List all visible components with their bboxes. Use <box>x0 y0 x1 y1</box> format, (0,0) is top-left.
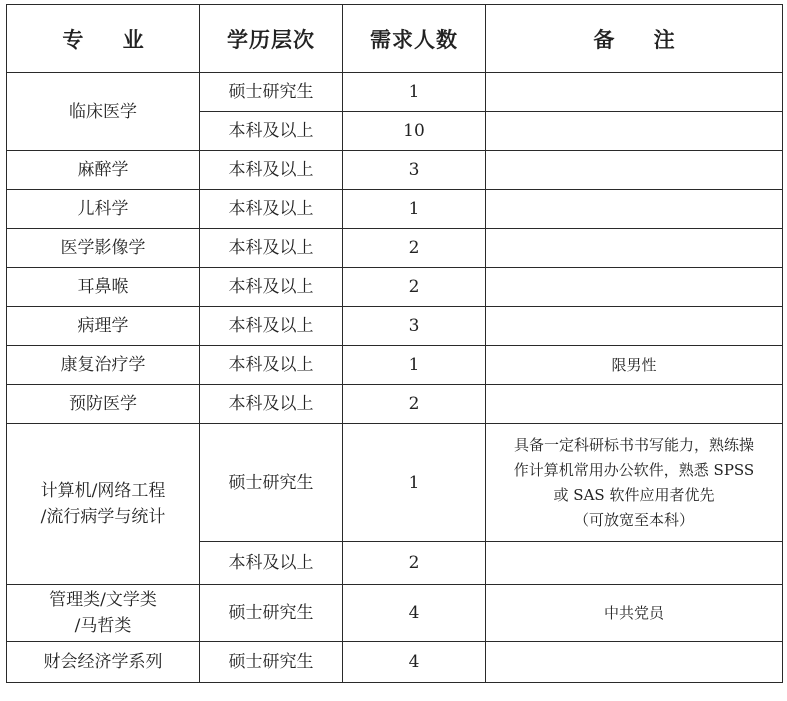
count-cell: 4 <box>343 585 486 642</box>
table-row <box>7 346 783 385</box>
note-cell <box>486 190 783 229</box>
degree-cell: 本科及以上 <box>200 542 343 585</box>
note-cell <box>486 542 783 585</box>
count-cell: 2 <box>343 542 486 585</box>
count-cell: 10 <box>343 112 486 151</box>
recruitment-table <box>6 4 783 683</box>
count-cell: 3 <box>343 307 486 346</box>
major-cell: 麻醉学 <box>7 151 200 190</box>
count-cell: 1 <box>343 346 486 385</box>
note-cell: 中共党员 <box>486 585 783 642</box>
degree-cell: 本科及以上 <box>200 346 343 385</box>
count-cell: 2 <box>343 268 486 307</box>
table-row <box>7 190 783 229</box>
major-line: /流行病学与统计 <box>40 507 166 527</box>
header-count: 需求人数 <box>343 5 486 73</box>
table-row <box>7 585 783 642</box>
major-cell: 临床医学 <box>7 73 200 151</box>
degree-cell: 本科及以上 <box>200 268 343 307</box>
degree-cell: 本科及以上 <box>200 385 343 424</box>
degree-cell: 硕士研究生 <box>200 585 343 642</box>
count-cell: 1 <box>343 424 486 542</box>
note-cell: 限男性 <box>486 346 783 385</box>
note-cell <box>486 642 783 683</box>
degree-cell: 本科及以上 <box>200 307 343 346</box>
note-cell <box>486 307 783 346</box>
note-line: 作计算机常用办公软件，熟悉 SPSS <box>513 460 755 479</box>
count-cell: 3 <box>343 151 486 190</box>
header-degree: 学历层次 <box>200 5 343 73</box>
major-cell: 耳鼻喉 <box>7 268 200 307</box>
count-cell: 1 <box>343 73 486 112</box>
table-row <box>7 268 783 307</box>
major-line: /马哲类 <box>74 616 132 636</box>
table-row <box>7 229 783 268</box>
major-cell: 康复治疗学 <box>7 346 200 385</box>
count-cell: 2 <box>343 385 486 424</box>
count-cell: 2 <box>343 229 486 268</box>
degree-cell: 硕士研究生 <box>200 424 343 542</box>
note-cell <box>486 73 783 112</box>
count-cell: 4 <box>343 642 486 683</box>
major-cell <box>7 585 200 642</box>
note-cell <box>486 268 783 307</box>
count-cell: 1 <box>343 190 486 229</box>
degree-cell: 硕士研究生 <box>200 73 343 112</box>
header-note: 备 注 <box>486 5 783 73</box>
note-cell <box>486 151 783 190</box>
major-cell: 财会经济学系列 <box>7 642 200 683</box>
note-cell <box>486 424 783 542</box>
degree-cell: 本科及以上 <box>200 151 343 190</box>
note-cell <box>486 112 783 151</box>
header-major: 专 业 <box>7 5 200 73</box>
major-cell: 儿科学 <box>7 190 200 229</box>
table-row <box>7 151 783 190</box>
table-row <box>7 424 783 542</box>
table-header-row <box>7 5 783 73</box>
note-line: 或 SAS 软件应用者优先 <box>553 485 715 504</box>
note-line: 具备一定科研标书书写能力，熟练操 <box>513 435 754 454</box>
degree-cell: 本科及以上 <box>200 229 343 268</box>
table-row <box>7 385 783 424</box>
note-cell <box>486 385 783 424</box>
major-cell: 预防医学 <box>7 385 200 424</box>
major-cell: 医学影像学 <box>7 229 200 268</box>
major-cell: 病理学 <box>7 307 200 346</box>
note-line: （可放宽至本科） <box>573 510 694 529</box>
major-line: 管理类/文学类 <box>49 590 157 610</box>
table-row <box>7 307 783 346</box>
major-cell <box>7 424 200 585</box>
degree-cell: 本科及以上 <box>200 190 343 229</box>
degree-cell: 硕士研究生 <box>200 642 343 683</box>
table-row <box>7 73 783 112</box>
degree-cell: 本科及以上 <box>200 112 343 151</box>
note-cell <box>486 229 783 268</box>
major-line: 计算机/网络工程 <box>40 481 166 501</box>
table-row <box>7 642 783 683</box>
